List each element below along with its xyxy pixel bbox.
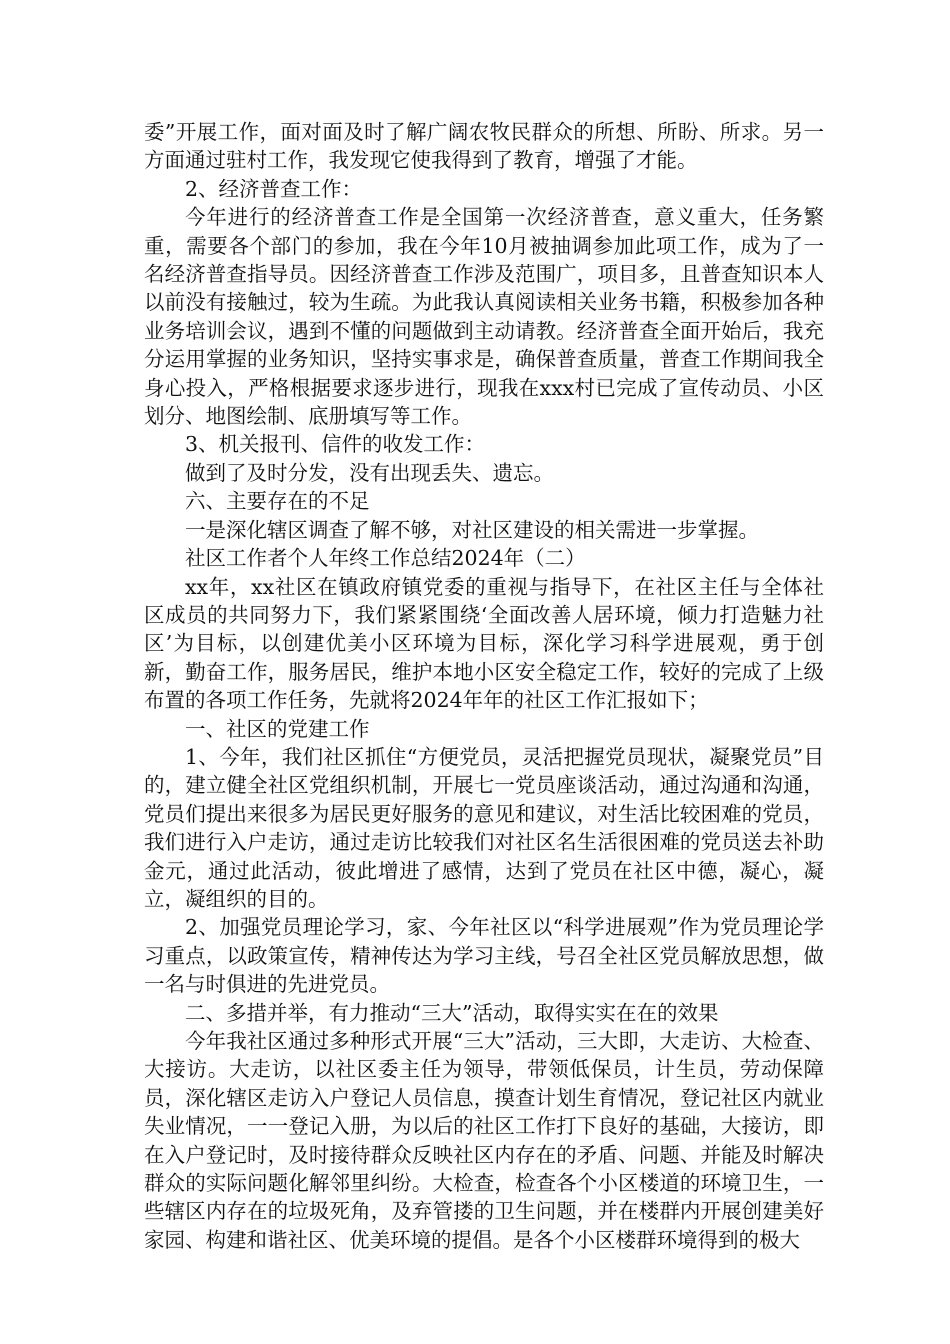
paragraph-continuation: 委”开展工作，面对面及时了解广阔农牧民群众的所想、所盼、所求。另一方面通过驻村工作，我发现它使我得到了教育，增强了才能。 bbox=[144, 120, 824, 173]
section-heading-economic-census: 2、经济普查工作： bbox=[185, 176, 363, 201]
paragraph-mail: 做到了及时分发，没有出现丢失、遗忘。 bbox=[185, 460, 554, 485]
paragraph-shortcomings: 一是深化辖区调查了解不够，对社区建设的相关需进一步掌握。 bbox=[185, 517, 759, 542]
document-title-part-two: 社区工作者个人年终工作总结2024年（二） bbox=[185, 546, 586, 571]
section-heading-party-building: 一、社区的党建工作 bbox=[185, 716, 370, 741]
paragraph-party-building-1: 1、今年，我们社区抓住“方便党员，灵活把握党员现状，凝聚党员”目的，建立健全社区党组织机制，开展七一党员座谈活动，通过沟通和沟通，党员们提出来很多为居民更好服务的意见和建议，对生活比较困难的党员，我们进行入户走访，通过走访比较我们对社区名生活很困难的党员送去补助金元，通过此活动，彼此增进了感情，达到了党员在社区中德，凝心，凝立，凝组织的目的。 bbox=[144, 744, 824, 911]
paragraph-three-activities: 今年我社区通过多种形式开展“三大”活动，三大即，大走访、大检查、大接访。大走访，以社区委主任为领导，带领低保员，计生员，劳动保障员，深化辖区走访入户登记人员信息，摸查计划生育情况，登记社区内就业失业情况，一一登记入册，为以后的社区工作打下良好的基础，大接访，即在入户登记时，及时接待群众反映社区内存在的矛盾、问题、并能及时解决群众的实际问题化解邻里纠纷。大检查，检查各个小区楼道的环境卫生，一些辖区内存在的垃圾死角，及弃管搂的卫生问题，并在楼群内开展创建美好家园、构建和谐社区、优美环境的提倡。是各个小区楼群环境得到的极大 bbox=[144, 1029, 824, 1252]
document-page bbox=[144, 118, 824, 1254]
section-heading-shortcomings: 六、主要存在的不足 bbox=[185, 489, 370, 514]
section-heading-mail: 3、机关报刊、信件的收发工作： bbox=[185, 432, 486, 457]
paragraph-intro: xx年，xx社区在镇政府镇党委的重视与指导下，在社区主任与全体社区成员的共同努力下，我们紧紧围绕‘全面改善人居环境，倾力打造魅力社区’为目标，以创建优美小区环境为目标，深化学习科学进展观，勇于创新，勤奋工作，服务居民，维护本地小区安全稳定工作，较好的完成了上级布置的各项工作任务，先就将2024年年的社区工作汇报如下； bbox=[144, 574, 824, 713]
section-heading-three-activities: 二、多措并举，有力推动“三大”活动，取得实实在在的效果 bbox=[185, 1000, 719, 1025]
paragraph-economic-census: 今年进行的经济普查工作是全国第一次经济普查，意义重大，任务繁重，需要各个部门的参加，我在今年10月被抽调参加此项工作，成为了一名经济普查指导员。因经济普查工作涉及范围广，项目多，且普查知识本人以前没有接触过，较为生疏。为此我认真阅读相关业务书籍，积极参加各种业务培训会议，遇到不懂的问题做到主动请教。经济普查全面开始后，我充分运用掌握的业务知识，坚持实事求是，确保普查质量，普查工作期间我全身心投入，严格根据要求逐步进行，现我在xxx村已完成了宣传动员、小区划分、地图绘制、底册填写等工作。 bbox=[144, 205, 824, 429]
paragraph-party-building-2: 2、加强党员理论学习，家、今年社区以“科学进展观”作为党员理论学习重点，以政策宣传，精神传达为学习主线，号召全社区党员解放思想，做一名与时俱进的先进党员。 bbox=[144, 915, 824, 997]
